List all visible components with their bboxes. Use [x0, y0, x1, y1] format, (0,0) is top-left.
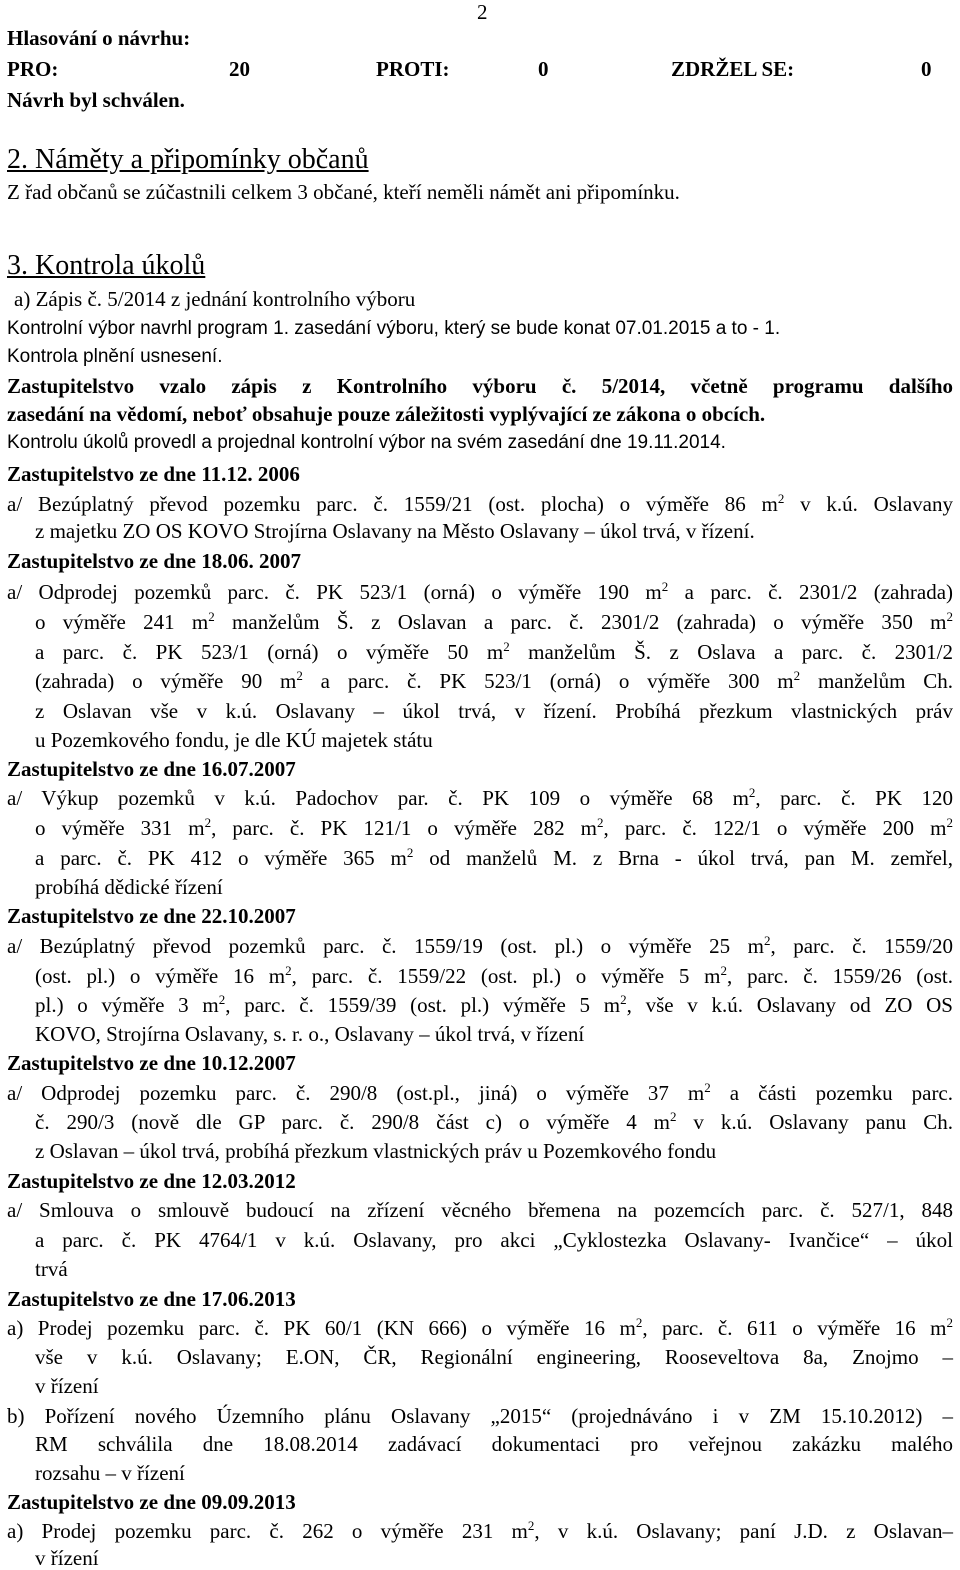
task-text-line: probíhá dědické řízení	[35, 875, 223, 899]
task-text-line: z majetku ZO OS KOVO Strojírna Oslavany na Město Oslavany – úkol trvá, v řízení.	[35, 519, 755, 543]
task-text-line: z Oslavan vše v k.ú. Oslavany – úkol trvá, v řízení. Probíhá přezkum vlastnických práv	[35, 699, 953, 723]
voting-heading: Hlasování o návrhu:	[7, 26, 191, 50]
task-text-line: (ost. pl.) o výměře 16 $m^2$, parc. č. 1559/22 (ost. pl.) o výměře 5 $m^2$, parc. č. 1559/26 (ost.	[35, 963, 954, 988]
minutes-text-2: Kontrola plnění usnesení.	[7, 346, 223, 367]
task-text-line: a/ Výkup pozemků v k.ú. Padochov par. č. PK 109 o výměře 68 $m^2$, parc. č. PK 120	[7, 785, 953, 810]
meeting-date-heading: Zastupitelstvo ze dne 17.06.2013	[7, 1287, 296, 1311]
resolution-line-1: Zastupitelstvo vzalo zápis z Kontrolního výboru č. 5/2014, včetně programu dalšího	[7, 374, 953, 398]
meeting-date-heading: Zastupitelstvo ze dne 11.12. 2006	[7, 462, 300, 486]
section-3-title: 3. Kontrola úkolů	[7, 250, 206, 281]
section-2-text: Z řad občanů se zúčastnili celkem 3 občané, kteří neměli námět ani připomínku.	[7, 180, 680, 204]
resolution-line-2: zasedání na vědomí, neboť obsahuje pouze záležitosti vyplývající ze zákona o obcích.	[7, 402, 766, 426]
task-text-line: o výměře 241 $m^2$ manželům Š. z Oslavan a parc. č. 2301/2 (zahrada) o výměře 350 $m^2$	[35, 609, 953, 634]
voting-result: Návrh byl schválen.	[7, 88, 185, 112]
control-text: Kontrolu úkolů provedl a projednal kontrolní výbor na svém zasedání dne 19.11.2014.	[7, 432, 726, 453]
meeting-date-heading: Zastupitelstvo ze dne 12.03.2012	[7, 1169, 296, 1193]
task-text-line: a parc. č. PK 4764/1 v k.ú. Oslavany, pro akci „Cyklostezka Oslavany- Ivančice“ – úkol	[35, 1228, 953, 1252]
voting-results	[7, 57, 953, 81]
task-text-line: v řízení	[35, 1374, 99, 1398]
task-text-line: a parc. č. PK 523/1 (orná) o výměře 50 $m^2$ manželům Š. z Oslava a parc. č. 2301/2	[35, 639, 953, 664]
task-text-line: v řízení	[35, 1546, 99, 1570]
minutes-heading: a) Zápis č. 5/2014 z jednání kontrolního výboru	[14, 287, 416, 311]
task-text-line: pl.) o výměře 3 $m^2$, parc. č. 1559/39 (ost. pl.) výměře 5 $m^2$, vše v k.ú. Oslavany od ZO OS	[35, 992, 953, 1017]
task-text-line: RM schválila dne 18.08.2014 zadávací dokumentaci pro veřejnou zakázku malého	[35, 1432, 953, 1456]
task-text-line: b) Pořízení nového Územního plánu Oslavany „2015“ (projednáváno i v ZM 15.10.2012) –	[7, 1404, 953, 1428]
proti-label: PROTI:	[376, 57, 450, 81]
task-text-line: (zahrada) o výměře 90 $m^2$ a parc. č. PK 523/1 (orná) o výměře 300 $m^2$ manželům Ch.	[35, 668, 953, 693]
task-text-line: rozsahu – v řízení	[35, 1461, 185, 1485]
proti-value: 0	[538, 57, 549, 81]
task-text-line: a parc. č. PK 412 o výměře 365 $m^2$ od manželů M. z Brna - úkol trvá, pan M. zemřel,	[35, 845, 953, 870]
task-text-line: a/ Bezúplatný převod pozemku parc. č. 1559/21 (ost. plocha) o výměře 86 $m^2$ v k.ú. Oslavany	[7, 491, 953, 516]
task-text-line: KOVO, Strojírna Oslavany, s. r. o., Oslavany – úkol trvá, v řízení	[35, 1022, 585, 1046]
task-text-line: o výměře 331 $m^2$, parc. č. PK 121/1 o výměře 282 $m^2$, parc. č. 122/1 o výměře 200 $m^2$	[35, 815, 953, 840]
task-text-line: a) Prodej pozemku parc. č. 262 o výměře 231 $m^2$, v k.ú. Oslavany; paní J.D. z Oslavan–	[7, 1518, 953, 1543]
task-text-line: č. 290/3 (nově dle GP parc. č. 290/8 část c) o výměře 4 $m^2$ v k.ú. Oslavany panu Ch.	[35, 1109, 953, 1134]
task-text-line: trvá	[35, 1257, 68, 1281]
meeting-date-heading: Zastupitelstvo ze dne 09.09.2013	[7, 1490, 296, 1514]
pro-value: 20	[229, 57, 250, 81]
task-text-line: a/ Odprodej pozemků parc. č. PK 523/1 (orná) o výměře 190 $m^2$ a parc. č. 2301/2 (zahrada)	[7, 579, 954, 604]
page-number: 2	[477, 0, 488, 24]
task-text-line: z Oslavan – úkol trvá, probíhá přezkum vlastnických práv u Pozemkového fondu	[35, 1139, 717, 1163]
minutes-text-1: Kontrolní výbor navrhl program 1. zasedání výboru, který se bude konat 07.01.2015 a to - 1.	[7, 318, 781, 339]
task-text-line: u Pozemkového fondu, je dle KÚ majetek státu	[35, 728, 433, 752]
zdrzel-value: 0	[921, 57, 932, 81]
task-text-line: a/ Smlouva o smlouvě budoucí na zřízení věcného břemena na pozemcích parc. č. 527/1, 848	[7, 1198, 953, 1222]
task-text-line: a/ Bezúplatný převod pozemků parc. č. 1559/19 (ost. pl.) o výměře 25 $m^2$, parc. č. 1559/20	[7, 933, 953, 958]
meeting-date-heading: Zastupitelstvo ze dne 22.10.2007	[7, 904, 296, 928]
pro-label: PRO:	[7, 57, 59, 81]
zdrzel-label: ZDRŽEL SE:	[671, 57, 795, 81]
task-text-line: a) Prodej pozemku parc. č. PK 60/1 (KN 666) o výměře 16 $m^2$, parc. č. 611 o výměře 16 $m^2$	[7, 1315, 954, 1340]
section-2-title: 2. Náměty a připomínky občanů	[7, 144, 369, 175]
task-text-line: vše v k.ú. Oslavany; E.ON, ČR, Regionální engineering, Rooseveltova 8a, Znojmo –	[35, 1345, 953, 1369]
meeting-date-heading: Zastupitelstvo ze dne 18.06. 2007	[7, 549, 301, 573]
task-text-line: a/ Odprodej pozemku parc. č. 290/8 (ost.pl., jiná) o výměře 37 $m^2$ a části pozemku parc.	[7, 1080, 954, 1105]
meeting-date-heading: Zastupitelstvo ze dne 10.12.2007	[7, 1051, 296, 1075]
meeting-date-heading: Zastupitelstvo ze dne 16.07.2007	[7, 757, 296, 781]
